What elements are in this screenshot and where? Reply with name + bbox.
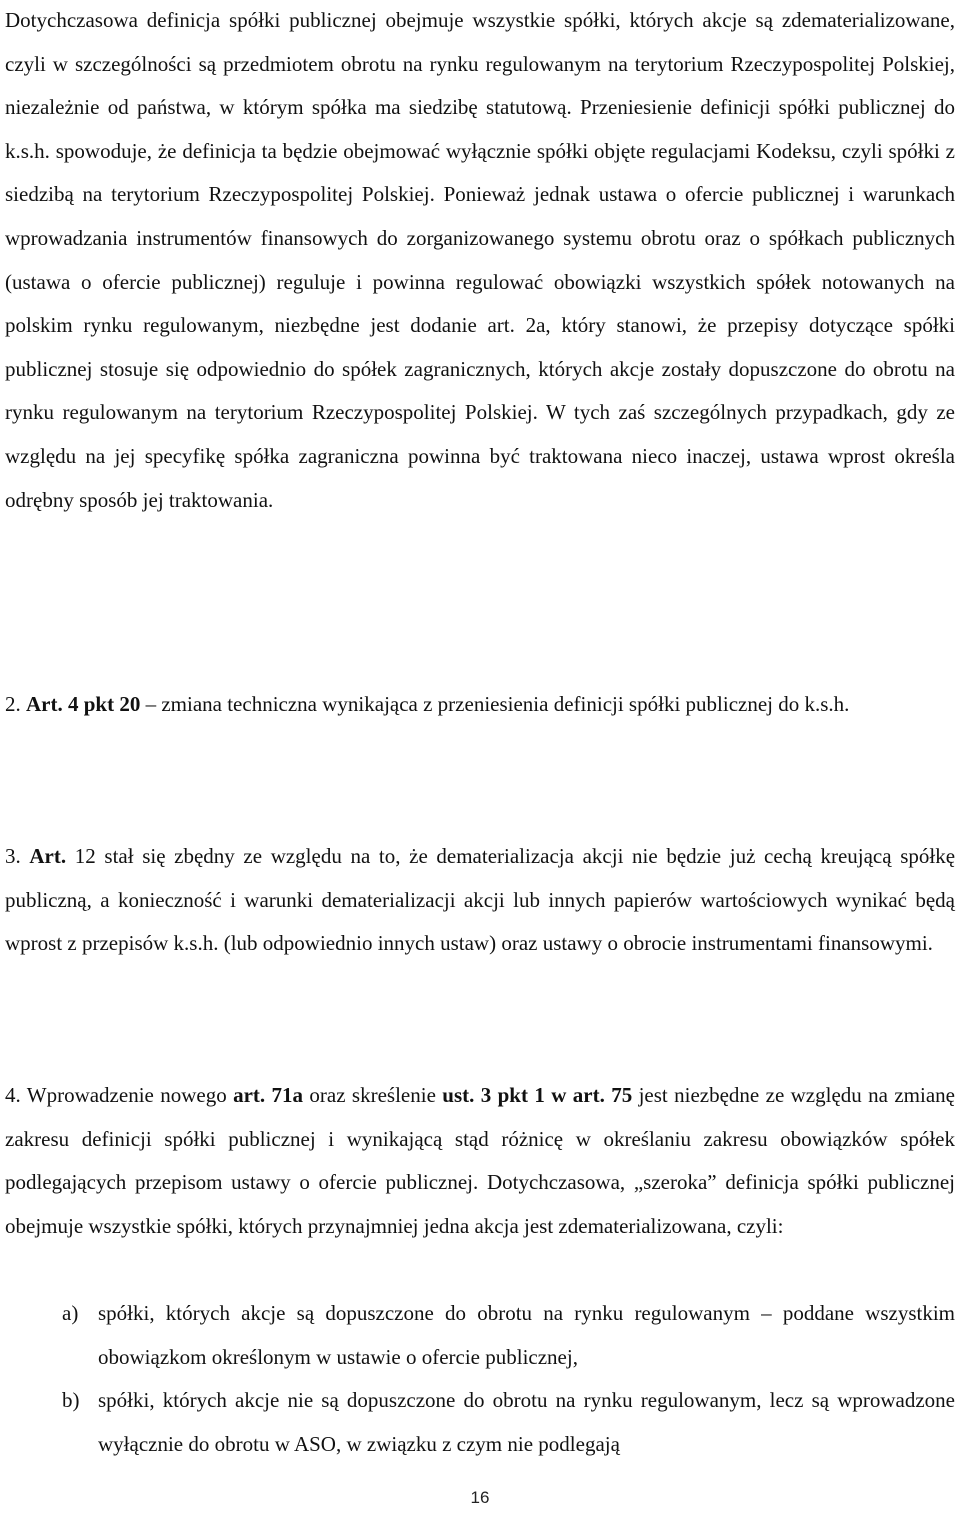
- item-2-text: – zmiana techniczna wynikająca z przeniesienia definicji spółki publicznej do k.s.h.: [140, 692, 850, 716]
- item-3-number: 3.: [5, 844, 21, 868]
- item-2-ref: 4 pkt 20: [67, 692, 141, 716]
- document-page: [5, 0, 956, 1456]
- item-4-paragraph: [5, 1074, 955, 1248]
- page-number: 16: [470, 1488, 490, 1507]
- item-4-text-1: Wprowadzenie nowego: [26, 1083, 234, 1107]
- item-4-bold-2: ust. 3 pkt 1 w art. 75: [442, 1083, 633, 1107]
- list-item-b: [5, 1379, 955, 1466]
- intro-paragraph: Dotychczasowa definicja spółki publicznej obejmuje wszystkie spółki, których akcje są zdematerializowane, czyli w szczególności są przedmiotem obrotu na rynku regulowanym na terytorium Rzeczypospolitej Polskiej, niezależnie od państwa, w którym spółka ma siedzibę statutową. Przeniesienie definicji spółki publicznej do k.s.h. spowoduje, że definicja ta będzie obejmować wyłącznie spółki objęte regulacjami Kodeksu, czyli spółki z siedzibą na terytorium Rzeczypospolitej Polskiej. Ponieważ jednak ustawa o ofercie publicznej i warunkach wprowadzania instrumentów finansowych do zorganizowanego systemu obrotu oraz o spółkach publicznych (ustawa o ofercie publicznej) reguluje i powinna regulować obowiązki wszystkich spółek notowanych na polskim rynku regulowanym, niezbędne jest dodanie art. 2a, który stanowi, że przepisy dotyczące spółki publicznej stosuje się odpowiednio do spółek zagranicznych, których akcje zostały dopuszczone do obrotu na rynku regulowanym na terytorium Rzeczypospolitej Polskiej. W tych zaś szczególnych przypadkach, gdy ze względu na jej specyfikę spółka zagraniczna powinna być traktowana nieco inaczej, ustawa wprost określa odrębny sposób jej traktowania.: [5, 8, 955, 512]
- item-3-text: stał się zbędny ze względu na to, że dematerializacja akcji nie będzie już cechą kreującą spółkę publiczną, a konieczność i warunki dematerializacji akcji lub innych papierów wartościowych wynikać będą wprost z przepisów k.s.h. (lub odpowiednio innych ustaw) oraz ustawy o obrocie instrumentami finansowymi.: [5, 844, 956, 956]
- item-2-art: Art.: [26, 692, 63, 716]
- list-marker: b): [62, 1388, 80, 1412]
- item-4-number: 4.: [5, 1083, 21, 1107]
- item-4-text-2: oraz skreślenie: [303, 1083, 443, 1107]
- list-item-a: [5, 1292, 955, 1379]
- item-3-ref: 12: [74, 844, 96, 868]
- item-3-paragraph: [5, 835, 955, 966]
- item-2-number: 2.: [5, 692, 21, 716]
- list-item-text: spółki, których akcje są dopuszczone do obrotu na rynku regulowanym – poddane wszystkim obowiązkom określonym w ustawie o ofercie publicznej,: [98, 1301, 955, 1369]
- item-3-art: Art.: [29, 844, 67, 868]
- list-marker: a): [62, 1301, 79, 1325]
- item-2-paragraph: [5, 683, 955, 727]
- list-item-text: spółki, których akcje nie są dopuszczone do obrotu na rynku regulowanym, lecz są wprowadzone wyłącznie do obrotu w ASO, w związku z czym nie podlegają: [98, 1388, 955, 1456]
- item-4-bold-1: art. 71a: [233, 1083, 304, 1107]
- item-4-text-3: jest niezbędne ze względu na zmianę zakresu definicji spółki publicznej i wynikającą stąd różnicę w określaniu zakresu obowiązków spółek podlegających przepisom ustawy o ofercie publicznej. Dotychczasowa, „szeroka” definicja spółki publicznej obejmuje wszystkie spółki, których przynajmniej jedna akcja jest zdematerializowana, czyli:: [5, 1083, 955, 1238]
